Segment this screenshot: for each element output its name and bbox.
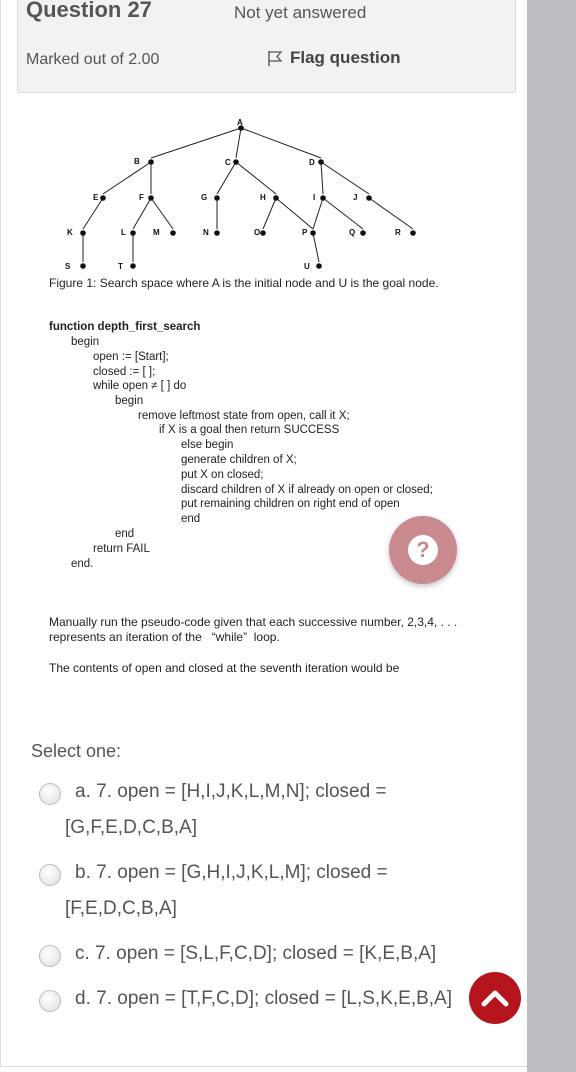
option-text: a. 7. open = [H,I,J,K,L,M,N]; closed =	[75, 781, 387, 802]
option-text: d. 7. open = [T,F,C,D]; closed = [L,S,K,E,B,A]	[75, 988, 453, 1009]
node-label-d: D	[309, 158, 315, 167]
chevron-up-icon	[481, 988, 509, 1008]
question-title: Question 27	[26, 0, 152, 22]
node-label-b: B	[134, 157, 140, 166]
code-line: else begin	[181, 439, 234, 451]
node-label-k: K	[67, 228, 73, 237]
flag-outline-icon	[266, 49, 284, 67]
question-text: represents an iteration of the “while” loop.	[49, 630, 280, 644]
code-line: if X is a goal then return SUCCESS	[159, 424, 340, 436]
node-label-t: T	[118, 262, 123, 271]
node-label-o: O	[254, 228, 261, 237]
radio-button[interactable]	[39, 990, 61, 1012]
code-line: while open ≠ [ ] do	[93, 380, 187, 392]
radio-button[interactable]	[39, 864, 61, 886]
option-text: b. 7. open = [G,H,I,J,K,L,M]; closed =	[75, 862, 388, 883]
code-header: function depth_first_search	[49, 321, 201, 333]
help-button[interactable]	[389, 516, 457, 584]
option-text: [F,E,D,C,B,A]	[65, 898, 177, 919]
option-text: [G,F,E,D,C,B,A]	[65, 817, 197, 838]
node-label-l: L	[121, 228, 126, 237]
flag-question-label: Flag question	[290, 48, 401, 67]
code-line: end	[181, 513, 201, 525]
question-marks: Marked out of 2.00	[26, 51, 160, 68]
code-line: discard children of X if already on open or closed;	[181, 484, 433, 496]
question-state: Not yet answered	[234, 3, 367, 22]
question-text: Manually run the pseudo-code given that each successive number, 2,3,4, . . .	[49, 615, 458, 629]
code-line: remove leftmost state from open, call it X;	[138, 410, 350, 422]
node-label-h: H	[260, 193, 266, 202]
code-line: open := [Start];	[93, 351, 169, 363]
search-tree-figure	[51, 116, 471, 274]
node-label-a: A	[237, 118, 243, 127]
radio-button[interactable]	[39, 945, 61, 967]
code-line: generate children of X;	[181, 454, 297, 466]
question-info-panel	[17, 0, 516, 93]
scroll-to-top-button[interactable]	[469, 972, 521, 1024]
question-text: The contents of open and closed at the seventh iteration would be	[49, 661, 400, 675]
scrollbar[interactable]	[527, 0, 576, 1072]
node-label-r: R	[395, 228, 401, 237]
code-line: begin	[71, 336, 100, 348]
flag-question-link[interactable]	[266, 48, 401, 68]
node-label-s: S	[65, 262, 71, 271]
node-label-j: J	[353, 193, 358, 202]
node-label-e: E	[93, 193, 99, 202]
node-label-c: C	[225, 158, 231, 167]
node-label-u: U	[304, 262, 310, 271]
code-line: return FAIL	[93, 543, 150, 555]
question-mark-icon: ?	[408, 535, 438, 565]
code-line: put remaining children on right end of open	[181, 498, 400, 510]
select-one-label: Select one:	[31, 741, 122, 761]
code-line: end.	[71, 558, 94, 570]
figure-caption: Figure 1: Search space where A is the initial node and U is the goal node.	[49, 276, 439, 290]
radio-button[interactable]	[39, 783, 61, 805]
code-line: closed := [ ];	[93, 366, 156, 378]
node-label-n: N	[203, 228, 209, 237]
option-text: c. 7. open = [S,L,F,C,D]; closed = [K,E,B,A]	[75, 943, 437, 964]
node-label-q: Q	[349, 228, 356, 237]
code-line: end	[115, 528, 135, 540]
code-line: put X on closed;	[181, 469, 264, 481]
node-label-f: F	[139, 193, 144, 202]
node-label-p: P	[302, 228, 308, 237]
code-line: begin	[115, 395, 144, 407]
node-label-i: I	[313, 193, 316, 202]
node-label-g: G	[201, 193, 208, 202]
node-label-m: M	[153, 228, 160, 237]
